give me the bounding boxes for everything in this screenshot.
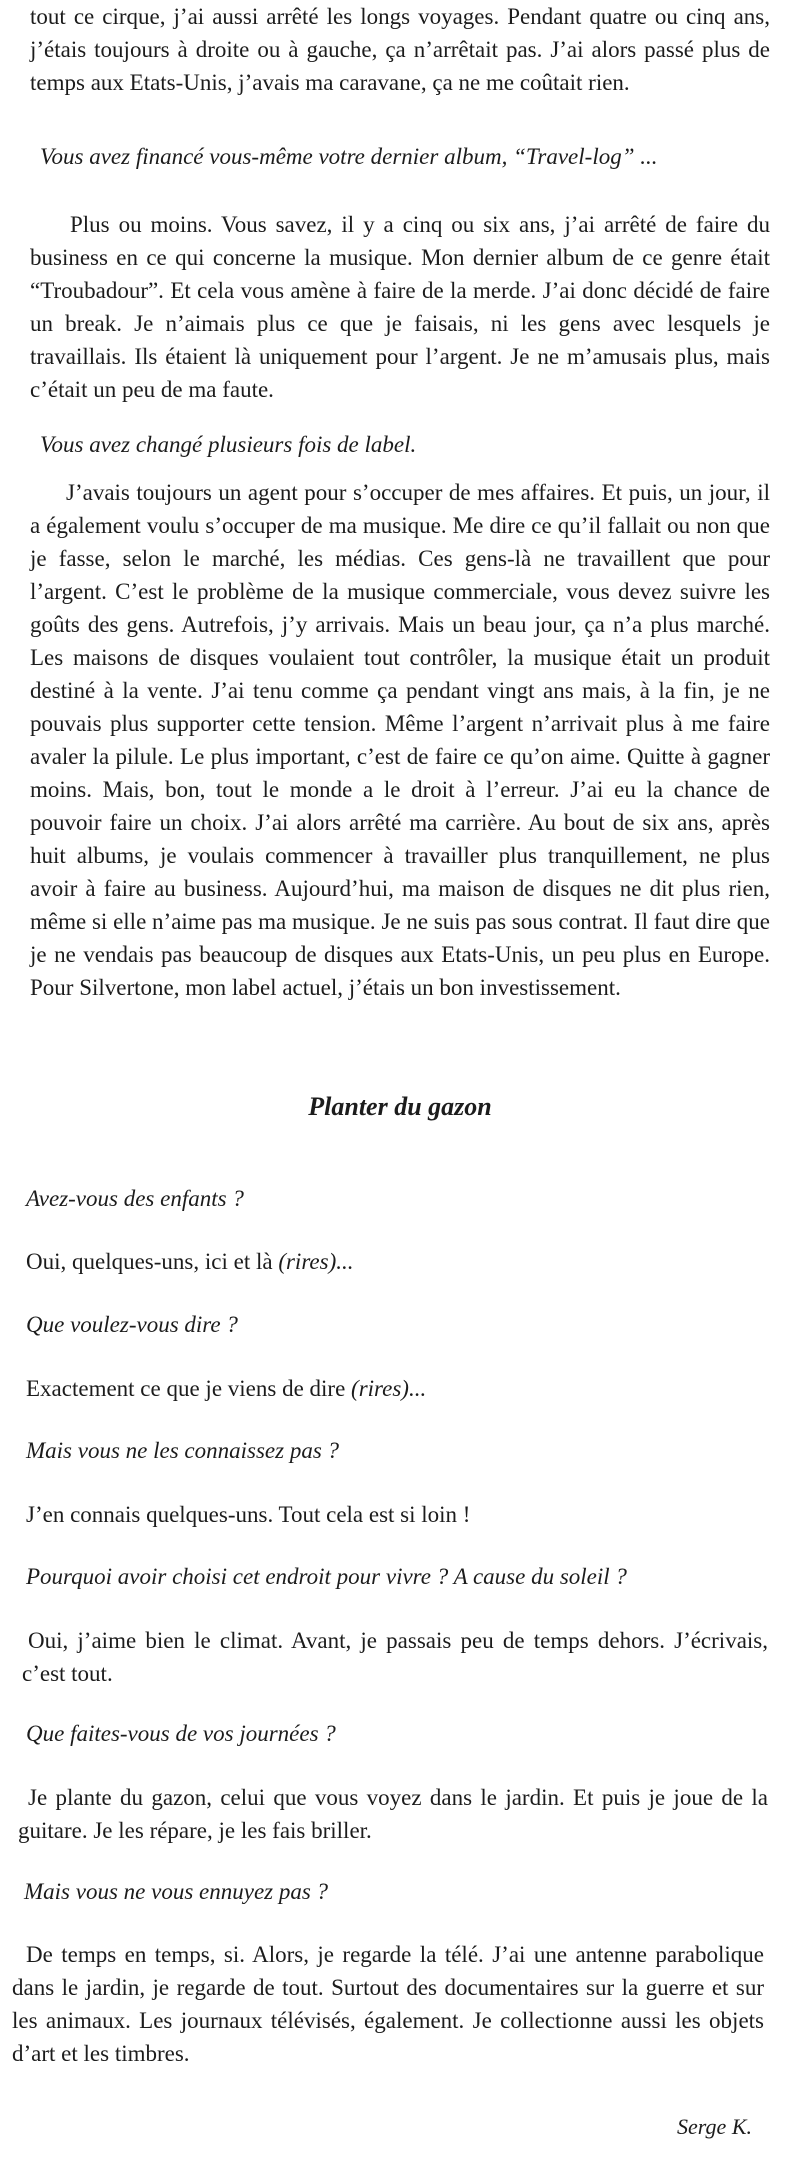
answer-children xyxy=(26,1245,766,1278)
question-label: Vous avez changé plusieurs fois de label. xyxy=(40,432,417,457)
section-title: Planter du gazon xyxy=(308,1092,492,1121)
paragraph-agent: J’avais toujours un agent pour s’occuper de mes affaires. Et puis, un jour, il a également voulu s’occuper de ma musique. Me dire ce qu’il fallait ou non que je fasse, selon le marché, les médias. Ces gens-là ne travaillent que pour l’argent. C’est le problème de la musique commerciale, vous devez suivre les goûts des gens. Autrefois, j’y arrivais. Mais un beau jour, ça n’a plus marché. Les maisons de disques voulaient tout contrôler, la musique était un produit destiné à la vente. J’ai tenu comme ça pendant vingt ans mais, à la fin, je ne pouvais plus supporter cette tension. Même l’argent n’arrivait plus à me faire avaler la pilule. Le plus important, c’est de faire ce qu’on aime. Quitte à gagner moins. Mais, bon, tout le monde a le droit à l’erreur. J’ai eu la chance de pouvoir faire un choix. J’ai alors arrêté ma carrière. Au bout de six ans, après huit albums, je voulais commencer à travailler plus tranquillement, ne plus avoir à faire au business. Aujourd’hui, ma maison de disques ne dit plus rien, même si elle n’aime pas ma musique. Je ne suis pas sous contrat. Il faut dire que je ne vendais pas beaucoup de disques aux Etats-Unis, un peu plus en Europe. Pour Silvertone, mon label actuel, j’étais un bon investissement. xyxy=(30,480,770,1000)
answer-meaning xyxy=(26,1372,766,1405)
answer-climate: Oui, j’aime bien le climat. Avant, je passais peu de temps dehors. J’écrivais, c’est tout. xyxy=(22,1628,768,1686)
aside-laughs: (rires)... xyxy=(278,1249,354,1274)
aside-laughs: (rires)... xyxy=(351,1376,427,1401)
paragraph-intro: tout ce cirque, j’ai aussi arrêté les longs voyages. Pendant quatre ou cinq ans, j’étais toujours à droite ou à gauche, ça n’arrêtait pas. J’ai alors passé plus de temps aux Etats-Unis, j’avais ma caravane, ça ne me coûtait rien. xyxy=(30,4,770,95)
answer-text: Oui, quelques-uns, ici et là xyxy=(26,1249,273,1274)
answer-tv: De temps en temps, si. Alors, je regarde la télé. J’ai une antenne parabolique dans le jardin, je regarde de tout. Surtout des documentaires sur la guerre et sur les animaux. Les journaux télévisés, également. Je collectionne aussi les objets d’art et les timbres. xyxy=(12,1942,764,2066)
paragraph-business: Plus ou moins. Vous savez, il y a cinq ou six ans, j’ai arrêté de faire du business en ce qui concerne la musique. Mon dernier album de ce genre était “Troubadour”. Et cela vous amène à faire de la merde. J’ai donc décidé de faire un break. Je n’aimais plus ce que je faisais, ni les gens avec lesquels je travaillais. Ils étaient là uniquement pour l’argent. Je ne m’amusais plus, mais c’était un peu de ma faute. xyxy=(30,212,770,402)
author-signature: Serge K. xyxy=(677,2114,752,2139)
answer-text: Exactement ce que je viens de dire xyxy=(26,1376,346,1401)
question-bored: Mais vous ne vous ennuyez pas ? xyxy=(24,1879,329,1904)
question-place: Pourquoi avoir choisi cet endroit pour vivre ? A cause du soleil ? xyxy=(26,1564,627,1589)
question-travel-log: Vous avez financé vous-même votre dernier album, “Travel-log” ... xyxy=(40,144,658,169)
answer-lawn: Je plante du gazon, celui que vous voyez dans le jardin. Et puis je joue de la guitare. Je les répare, je les fais briller. xyxy=(18,1785,768,1843)
question-know: Mais vous ne les connaissez pas ? xyxy=(26,1438,340,1463)
question-days: Que faites-vous de vos journées ? xyxy=(26,1721,336,1746)
question-children: Avez-vous des enfants ? xyxy=(26,1186,244,1211)
question-meaning: Que voulez-vous dire ? xyxy=(26,1312,238,1337)
answer-know: J’en connais quelques-uns. Tout cela est si loin ! xyxy=(26,1502,471,1527)
